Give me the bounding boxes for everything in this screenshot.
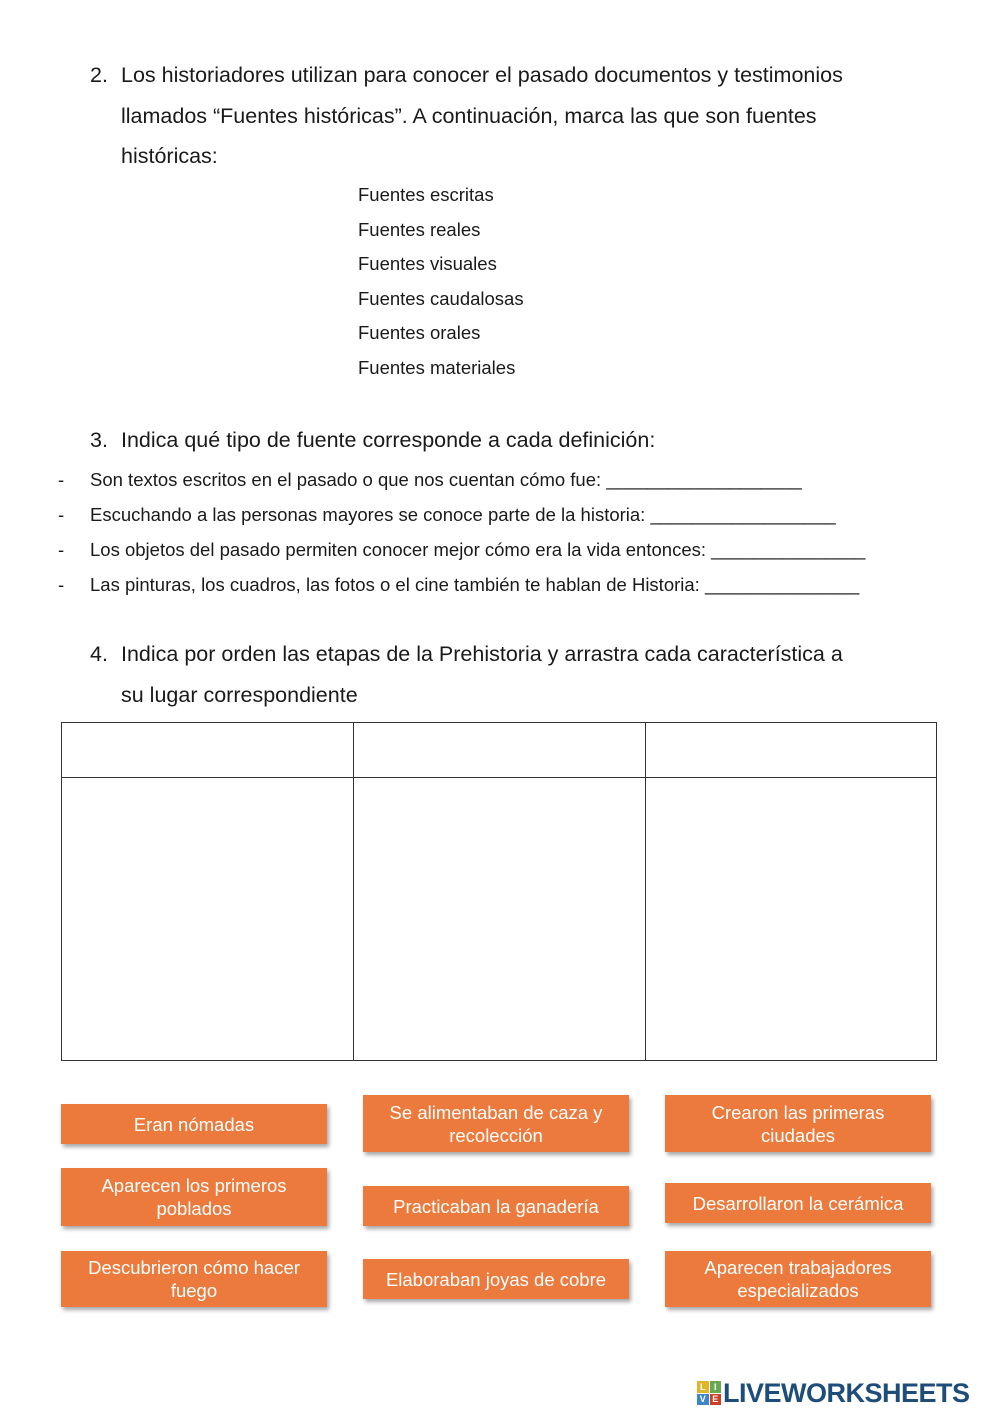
question-4-number: 4. — [90, 642, 108, 666]
liveworksheets-logo-icon — [697, 1381, 721, 1405]
list-dash: - — [58, 469, 65, 490]
source-option[interactable]: Fuentes orales — [358, 322, 481, 344]
drag-card[interactable]: Crearon las primeras ciudades — [665, 1095, 931, 1152]
drag-card[interactable]: Aparecen trabajadores especializados — [665, 1251, 931, 1307]
question-4-line: su lugar correspondiente — [121, 682, 358, 707]
source-option[interactable]: Fuentes materiales — [358, 356, 516, 378]
definition-text: Escuchando a las personas mayores se conoce parte de la historia: __________________ — [90, 504, 836, 525]
stage-name-drop-zone-3[interactable] — [646, 723, 936, 777]
drag-card[interactable]: Descubrieron cómo hacer fuego — [61, 1251, 327, 1307]
definition-item[interactable] — [58, 497, 865, 532]
source-option[interactable]: Fuentes reales — [358, 218, 481, 240]
list-dash: - — [58, 574, 65, 595]
definitions-list — [58, 462, 865, 602]
drag-card[interactable]: Elaboraban joyas de cobre — [363, 1259, 629, 1299]
definition-item[interactable] — [58, 462, 865, 497]
question-4-line: Indica por orden las etapas de la Prehistoria y arrastra cada característica a — [121, 642, 843, 666]
question-2-line: históricas: — [121, 144, 218, 168]
question-2-line: llamados “Fuentes históricas”. A continuación, marca las que son fuentes — [121, 103, 817, 128]
definition-item[interactable] — [58, 567, 865, 602]
logo-letter: E — [710, 1394, 722, 1406]
question-3-number: 3. — [90, 428, 108, 452]
characteristics-drop-zone-2[interactable] — [354, 778, 645, 1060]
definition-item[interactable] — [58, 532, 865, 567]
source-option[interactable]: Fuentes escritas — [358, 184, 494, 205]
definition-text: Las pinturas, los cuadros, las fotos o el cine también te hablan de Historia: _______________ — [90, 574, 860, 595]
question-2-number: 2. — [90, 63, 108, 87]
stage-name-drop-zone-1[interactable] — [62, 723, 353, 777]
liveworksheets-logo — [697, 1378, 970, 1408]
drag-card[interactable]: Se alimentaban de caza y recolección — [363, 1095, 629, 1152]
source-options-list — [358, 178, 524, 386]
stage-name-drop-zone-2[interactable] — [354, 723, 645, 777]
prehistory-stages-table — [61, 722, 937, 1061]
definition-text: Son textos escritos en el pasado o que nos cuentan cómo fue: ___________________ — [90, 469, 802, 490]
source-option[interactable]: Fuentes visuales — [358, 253, 497, 275]
question-4 — [90, 634, 930, 715]
characteristics-drop-zone-1[interactable] — [62, 778, 353, 1060]
drag-card[interactable]: Eran nómadas — [61, 1104, 327, 1144]
list-dash: - — [58, 539, 65, 560]
logo-letter: V — [697, 1394, 709, 1406]
logo-letter: I — [710, 1381, 722, 1393]
source-option[interactable]: Fuentes caudalosas — [358, 287, 524, 309]
characteristics-drop-zone-3[interactable] — [646, 778, 936, 1060]
question-3 — [90, 420, 930, 461]
logo-letter: L — [697, 1381, 709, 1393]
definition-text: Los objetos del pasado permiten conocer mejor cómo era la vida entonces: _______________ — [90, 539, 866, 560]
drag-card[interactable]: Practicaban la ganadería — [363, 1186, 629, 1226]
liveworksheets-logo-text: LIVEWORKSHEETS — [723, 1377, 970, 1408]
drag-card[interactable]: Aparecen los primeros poblados — [61, 1168, 327, 1226]
list-dash: - — [58, 504, 65, 525]
question-3-title: Indica qué tipo de fuente corresponde a cada definición: — [121, 428, 656, 452]
drag-card[interactable]: Desarrollaron la cerámica — [665, 1183, 931, 1223]
question-2-line: Los historiadores utilizan para conocer el pasado documentos y testimonios — [121, 63, 843, 87]
question-2 — [90, 55, 930, 177]
